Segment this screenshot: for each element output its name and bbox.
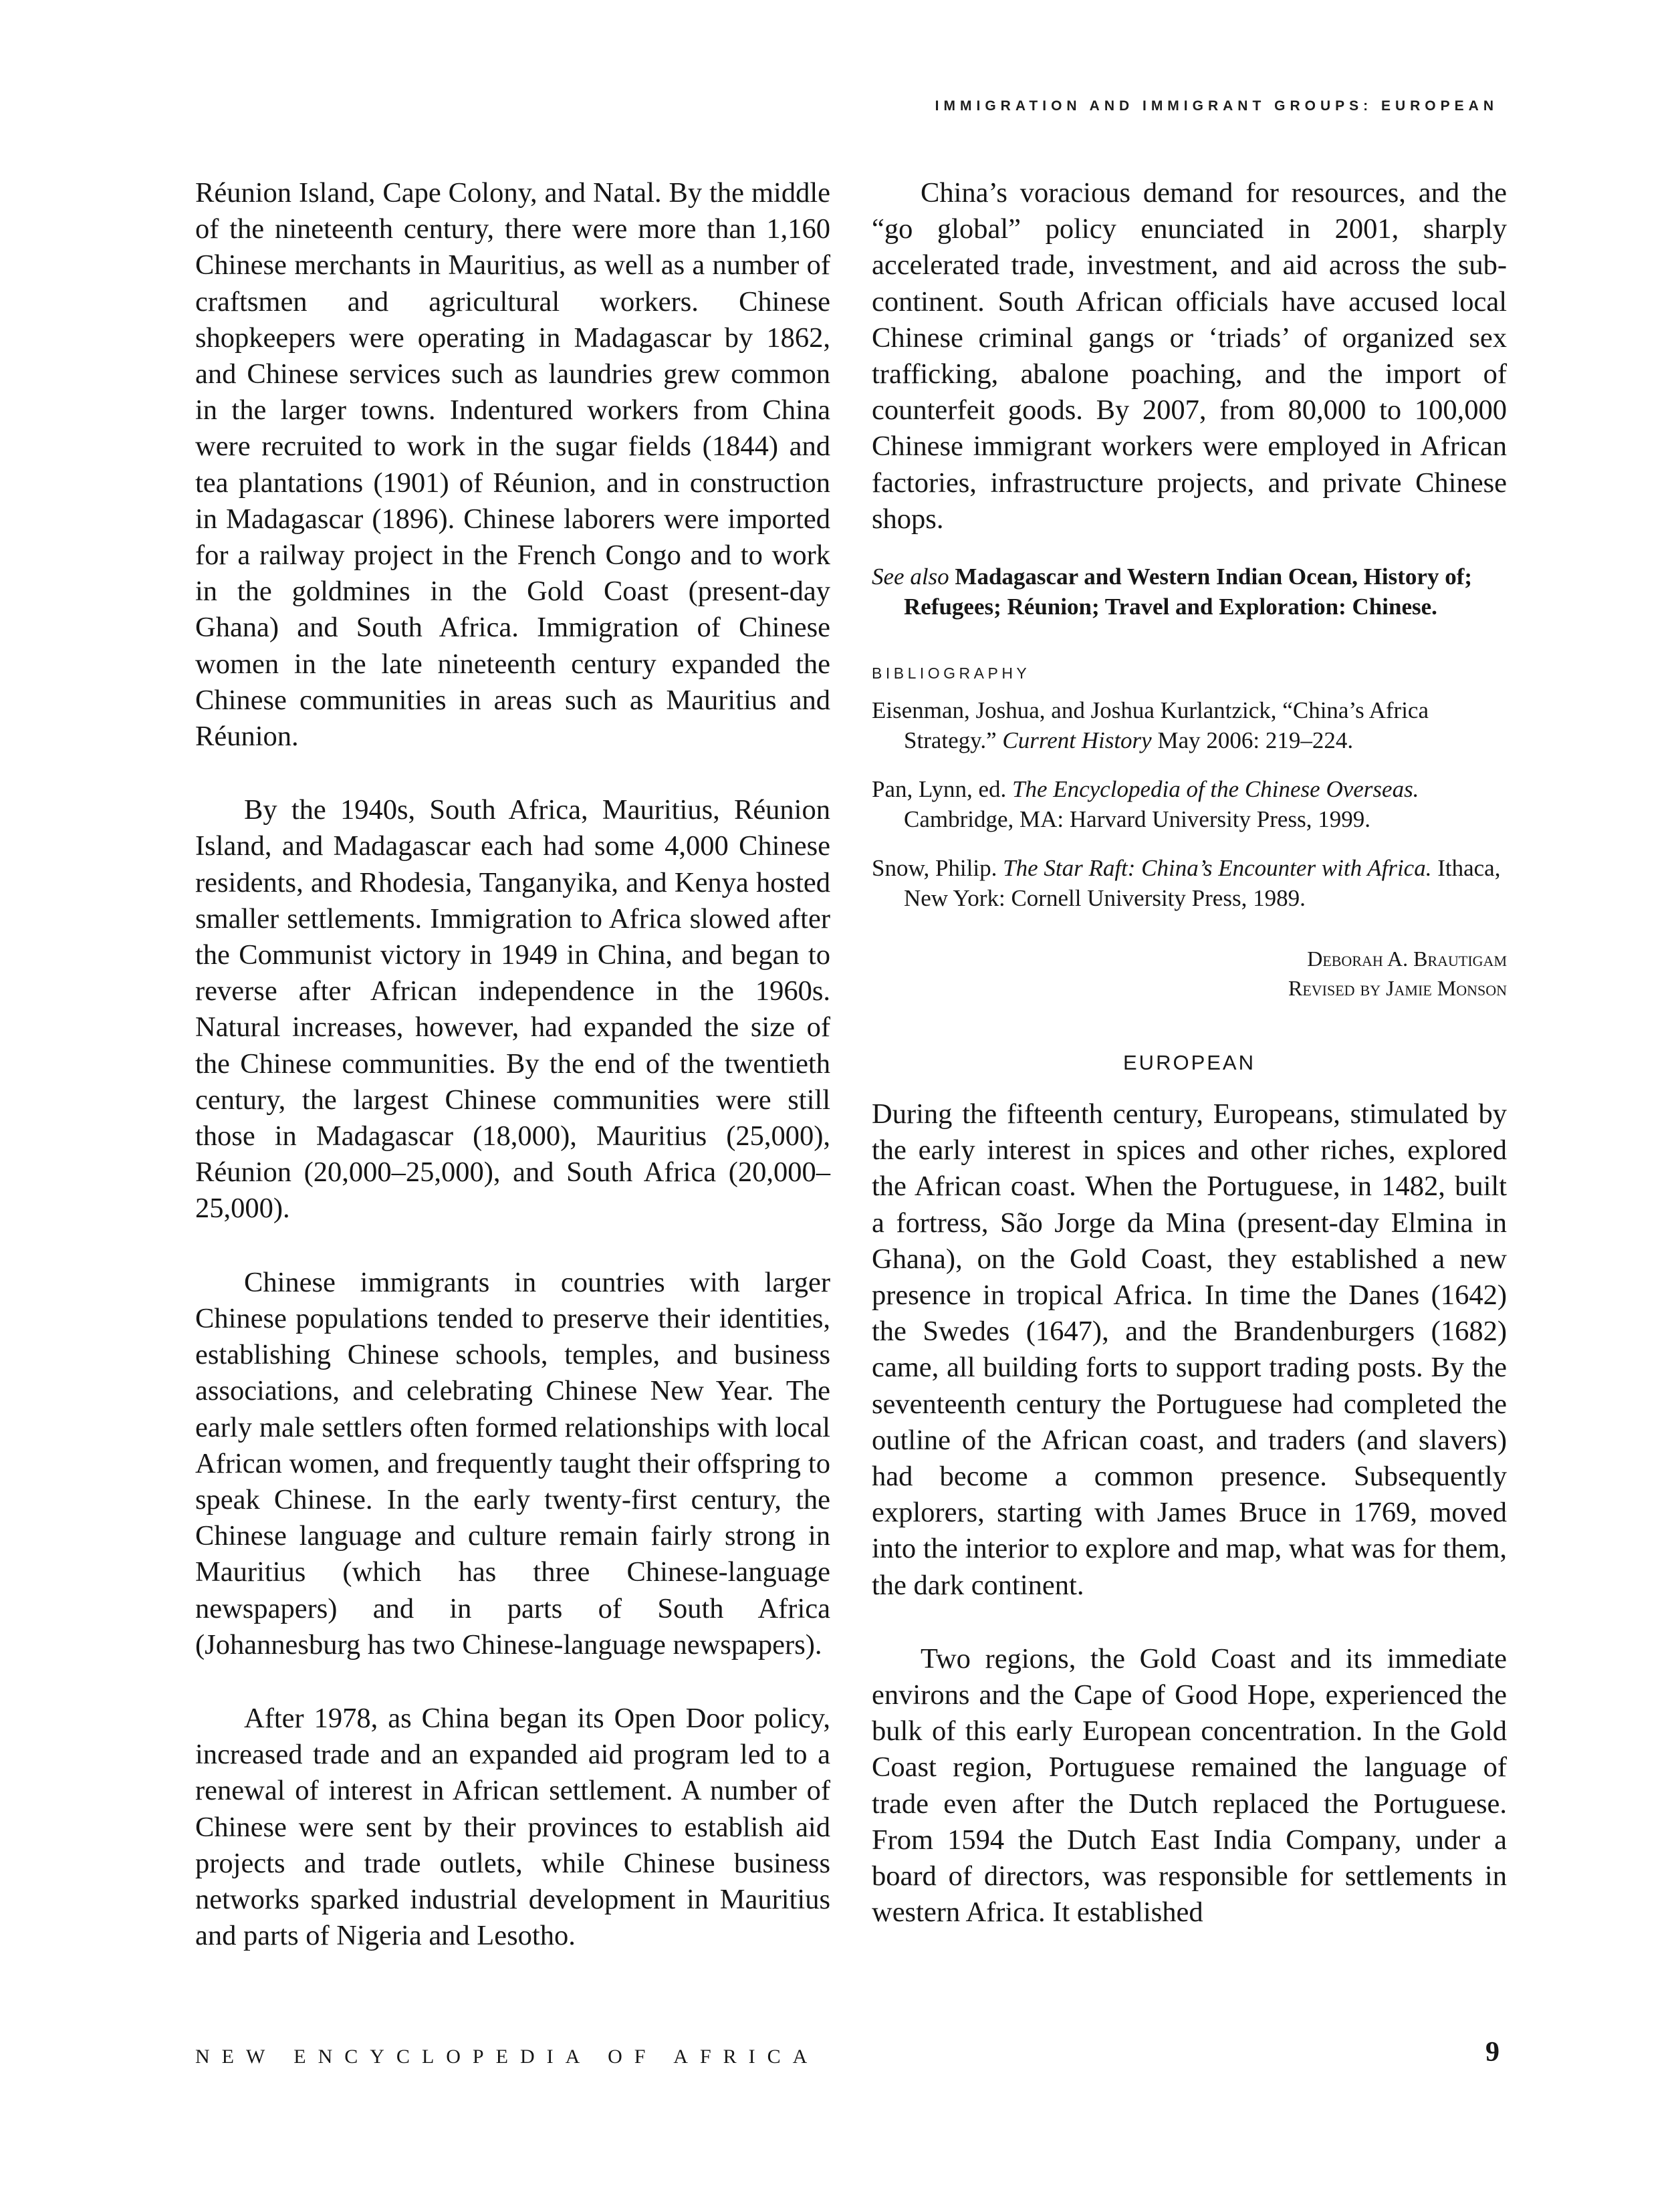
bibliography-entry <box>872 774 1507 834</box>
running-head: IMMIGRATION AND IMMIGRANT GROUPS: EUROPEAN <box>935 98 1498 114</box>
body-paragraph: By the 1940s, South Africa, Mauritius, Réunion Island, and Madagascar each had some 4,000 Chinese residents, and Rhodesia, Tanganyika, and Kenya hosted smaller settlements. Immigration to Africa slowed after the Communist victory in 1949 in China, and began to reverse after African independence in the 1960s. Natural increases, however, had expanded the size of the Chinese communities. By the end of the twentieth century, the largest Chinese communities were still those in Madagascar (18,000), Mauritius (25,000), Réunion (20,000–25,000), and South Africa (20,000–25,000). <box>195 794 830 1225</box>
footer-publication: NEW ENCYCLOPEDIA OF AFRICA <box>195 2046 820 2068</box>
body-paragraph: Chinese immigrants in countries with larger Chinese populations tended to preserve their identities, establishing Chinese schools, temples, and business associations, and celebrating Chinese New Year. The early male settlers often formed relationships with local African women, and frequently taught their offspring to speak Chinese. In the early twenty-first century, the Chinese language and culture remain fairly strong in Mauritius (which has three Chinese-language newspapers) and in parts of South Africa (Johannesburg has two Chinese-language newspapers). <box>195 1266 830 1661</box>
reviser-credit: Revised by Jamie Monson <box>1288 976 1507 1001</box>
body-paragraph: After 1978, as China began its Open Door policy, increased trade and an expanded aid program led to a renewal of interest in African settlement. A number of Chinese were sent by their provinces to establish aid projects and trade outlets, while Chinese business networks sparked industrial development in Mauritius and parts of Nigeria and Lesotho. <box>195 1702 830 1952</box>
bib-entry-title: The Encyclopedia of the Chinese Overseas. <box>1011 776 1419 803</box>
page-number: 9 <box>1485 2037 1499 2068</box>
bib-entry-title: The Star Raft: China’s Encounter with Africa. <box>1003 855 1432 882</box>
bib-entry-text: May 2006: 219–224. <box>1151 727 1354 754</box>
body-paragraph: Réunion Island, Cape Colony, and Natal. By the middle of the nineteenth century, there were more than 1,160 Chinese merchants in Mauritius, as well as a number of craftsmen and agricultural workers. Chinese shopkeepers were operating in Madagascar by 1862, and Chinese services such as laundries grew common in the larger towns. Indentured workers from China were recruited to work in the sugar fields (1844) and tea plantations (1901) of Réunion, and in construction in Madagascar (1896). Chinese laborers were imported for a railway project in the French Congo and to work in the goldmines in the Gold Coast (present-day Ghana) and South Africa. Immigration of Chinese women in the late nineteenth century expanded the Chinese communities in areas such as Mauritius and Réunion. <box>195 177 830 753</box>
bib-entry-text: Pan, Lynn, ed. <box>872 776 1012 803</box>
bib-entry-text: Ithaca, New York: Cornell University Press, 1989. <box>904 855 1501 912</box>
see-also-links[interactable]: Madagascar and Western Indian Ocean, History of; Refugees; Réunion; Travel and Exploration: Chinese. <box>904 564 1473 620</box>
right-column <box>872 175 1507 1931</box>
left-column <box>195 175 830 1954</box>
bib-entry-text: Snow, Philip. <box>872 855 1003 882</box>
bibliography-heading: BIBLIOGRAPHY <box>872 664 1031 683</box>
bibliography-entry <box>872 853 1507 913</box>
body-paragraph: Two regions, the Gold Coast and its immediate environs and the Cape of Good Hope, experienced the bulk of this early European concentration. In the Gold Coast region, Portuguese remained the language of trade even after the Dutch replaced the Portuguese. From 1594 the Dutch East India Company, under a board of directors, was responsible for settlements in western Africa. It established <box>872 1642 1507 1929</box>
author-credit: Deborah A. Brautigam <box>1307 947 1507 971</box>
body-paragraph: During the fifteenth century, Europeans, stimulated by the early interest in spices and other riches, explored the African coast. When the Portuguese, in 1482, built a fortress, São Jorge da Mina (present-day Elmina in Ghana), on the Gold Coast, they established a new presence in tropical Africa. In time the Danes (1642) the Swedes (1647), and the Brandenburgers (1682) came, all building forts to support trading posts. By the seventeenth century the Portuguese had completed the outline of the African coast, and traders (and slavers) had become a common presence. Subsequently explorers, starting with James Bruce in 1769, moved into the interior to explore and map, what was for them, the dark continent. <box>872 1098 1507 1601</box>
bib-entry-text: Cambridge, MA: Harvard University Press, 1999. <box>904 806 1370 833</box>
bib-entry-text: Eisenman, Joshua, and Joshua Kurlantzick, “China’s Africa Strategy.” <box>872 697 1429 754</box>
bibliography-entry <box>872 695 1507 755</box>
see-also <box>872 562 1507 622</box>
section-heading-european: EUROPEAN <box>1123 1051 1255 1075</box>
see-also-label: See also <box>872 564 949 590</box>
bib-entry-title: Current History <box>1002 727 1152 754</box>
body-paragraph: China’s voracious demand for resources, and the “go global” policy enunciated in 2001, sharply accelerated trade, investment, and aid across the sub-continent. South African officials have accused local Chinese criminal gangs or ‘triads’ of organized sex trafficking, abalone poaching, and the import of counterfeit goods. By 2007, from 80,000 to 100,000 Chinese immigrant workers were employed in African factories, infrastructure projects, and private Chinese shops. <box>872 177 1507 535</box>
